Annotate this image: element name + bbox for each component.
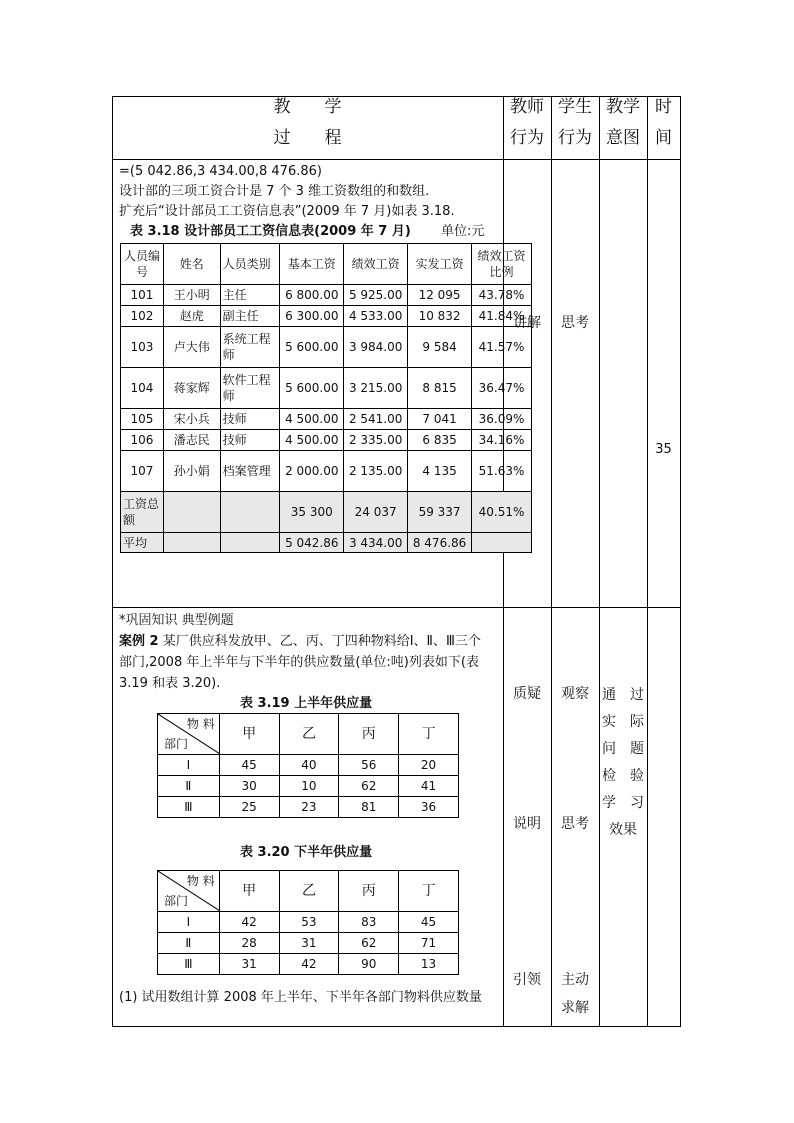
table-cell: 潘志民	[163, 430, 220, 451]
table-cell: 31	[279, 933, 339, 954]
table-cell	[220, 533, 280, 553]
table-cell: 副主任	[220, 306, 280, 327]
department-cell: Ⅱ	[158, 776, 220, 797]
table-cell: 28	[219, 933, 279, 954]
intent-line: 检 验	[602, 768, 644, 784]
header-intent-2: 意图	[606, 128, 640, 148]
table-cell: 36	[399, 797, 459, 818]
table-cell: 12 095	[408, 285, 472, 306]
department-cell: Ⅰ	[158, 755, 220, 776]
table-cell: 5 600.00	[280, 327, 344, 368]
table-cell: 6 300.00	[280, 306, 344, 327]
department-cell: Ⅰ	[158, 912, 220, 933]
table-cell: 83	[339, 912, 399, 933]
case-line-1: 案例 2 某厂供应科发放甲、乙、丙、丁四种物料给Ⅰ、Ⅱ、Ⅲ三个	[119, 634, 481, 649]
table-cell: 35 300	[280, 492, 344, 533]
header-student-2: 行为	[558, 128, 592, 148]
table-cell: 42	[279, 954, 339, 975]
table-row	[121, 451, 532, 492]
table-cell: 孙小娟	[163, 451, 220, 492]
corner-bottom-label: 部门	[164, 894, 189, 908]
header-teacher-1: 教师	[510, 97, 544, 117]
table-cell: 6 835	[408, 430, 472, 451]
table-cell: 人员类别	[220, 244, 280, 285]
teacher-action-guide: 引领	[513, 972, 541, 988]
department-cell: Ⅲ	[158, 797, 220, 818]
paragraph-line: 扩充后“设计部员工工资信息表”(2009 年 7 月)如表 3.18.	[119, 204, 455, 219]
table-cell: 51.63%	[472, 451, 532, 492]
table-cell: 10 832	[408, 306, 472, 327]
corner-top-label: 物 料	[186, 874, 215, 888]
table-cell: 104	[121, 368, 164, 409]
table-cell: 103	[121, 327, 164, 368]
table-cell: 102	[121, 306, 164, 327]
table-cell: 62	[339, 933, 399, 954]
table-row	[121, 492, 532, 533]
student-action-solve: 求解	[561, 1000, 589, 1016]
table-cell: 技师	[220, 409, 280, 430]
header-process-2: 过 程	[273, 128, 342, 148]
department-cell: Ⅲ	[158, 954, 220, 975]
table-cell: 系统工程师	[220, 327, 280, 368]
student-action-think: 思考	[561, 315, 589, 331]
table-3-19-title: 表 3.19 上半年供应量	[240, 696, 373, 711]
table-header-row	[158, 714, 459, 755]
sum-vector-line: =(5 042.86,3 434.00,8 476.86)	[119, 164, 322, 179]
corner-top-label: 物 料	[186, 717, 215, 731]
salary-table	[120, 243, 532, 553]
table-cell: 人员编号	[121, 244, 164, 285]
table-cell: 10	[279, 776, 339, 797]
table-cell: 3 434.00	[344, 533, 408, 553]
table-row	[158, 776, 459, 797]
table-cell: 基本工资	[280, 244, 344, 285]
table-row	[121, 368, 532, 409]
paragraph-line: 设计部的三项工资合计是 7 个 3 维工资数组的和数组.	[119, 184, 430, 199]
table-cell: 2 135.00	[344, 451, 408, 492]
table-cell: 2 541.00	[344, 409, 408, 430]
table-cell: 107	[121, 451, 164, 492]
table-cell: 40.51%	[472, 492, 532, 533]
table-cell: 24 037	[344, 492, 408, 533]
table-cell	[163, 492, 220, 533]
material-header: 乙	[279, 871, 339, 912]
teacher-action-explain: 讲解	[513, 315, 541, 331]
table-cell: 主任	[220, 285, 280, 306]
table-cell: 档案管理	[220, 451, 280, 492]
material-header: 乙	[279, 714, 339, 755]
table-cell: 4 135	[408, 451, 472, 492]
table-cell: 3 215.00	[344, 368, 408, 409]
intent-line: 学 习	[602, 795, 644, 811]
header-time-1: 时	[655, 97, 672, 117]
student-action-active: 主动	[561, 972, 589, 988]
table-cell: 53	[279, 912, 339, 933]
table-cell: 5 600.00	[280, 368, 344, 409]
material-header: 甲	[219, 714, 279, 755]
table-cell: 5 042.86	[280, 533, 344, 553]
table-row	[158, 912, 459, 933]
table-row	[158, 954, 459, 975]
table-cell: 40	[279, 755, 339, 776]
header-student-1: 学生	[558, 97, 592, 117]
material-header: 丙	[339, 714, 399, 755]
table-cell: 20	[399, 755, 459, 776]
table-cell: 13	[399, 954, 459, 975]
table-cell: 8 476.86	[408, 533, 472, 553]
table-cell: 45	[219, 755, 279, 776]
teacher-action-explain: 说明	[513, 816, 541, 832]
corner-cell	[158, 714, 220, 755]
material-header: 丁	[399, 871, 459, 912]
table-3-18-title: 表 3.18 设计部员工工资信息表(2009 年 7 月)	[130, 224, 411, 239]
table-cell: 42	[219, 912, 279, 933]
table-cell: 4 533.00	[344, 306, 408, 327]
intent-line: 实 际	[602, 714, 644, 730]
table-cell: 36.09%	[472, 409, 532, 430]
table-cell: 赵虎	[163, 306, 220, 327]
table-cell: 卢大伟	[163, 327, 220, 368]
table-cell: 4 500.00	[280, 409, 344, 430]
intent-line: 通 过	[602, 687, 644, 703]
table-3-18-unit: 单位:元	[441, 224, 485, 239]
table-cell: 36.47%	[472, 368, 532, 409]
table-cell: 8 815	[408, 368, 472, 409]
intent-line: 效果	[609, 822, 637, 838]
table-row	[158, 755, 459, 776]
table-cell: 30	[219, 776, 279, 797]
table-cell	[163, 533, 220, 553]
supply-table-first-half	[157, 713, 459, 818]
corner-bottom-label: 部门	[164, 737, 189, 751]
header-process-1: 教 学	[273, 97, 342, 117]
table-row	[121, 306, 532, 327]
table-cell: 45	[399, 912, 459, 933]
header-teacher-2: 行为	[510, 128, 544, 148]
table-cell: 宋小兵	[163, 409, 220, 430]
table-cell: 工资总额	[121, 492, 164, 533]
question-1: (1) 试用数组计算 2008 年上半年、下半年各部门物料供应数量	[119, 990, 482, 1005]
table-cell: 41.57%	[472, 327, 532, 368]
department-cell: Ⅱ	[158, 933, 220, 954]
case-line-2: 部门,2008 年上半年与下半年的供应数量(单位:吨)列表如下(表	[119, 655, 479, 670]
supply-table-second-half	[157, 870, 459, 975]
material-header: 丁	[399, 714, 459, 755]
table-cell: 56	[339, 755, 399, 776]
table-cell: 41.84%	[472, 306, 532, 327]
table-cell: 9 584	[408, 327, 472, 368]
table-cell: 81	[339, 797, 399, 818]
table-cell	[220, 492, 280, 533]
teacher-action-question: 质疑	[513, 686, 541, 702]
table-3-20-title: 表 3.20 下半年供应量	[240, 845, 373, 860]
table-row	[121, 327, 532, 368]
student-action-observe: 观察	[561, 686, 589, 702]
table-cell: 3 984.00	[344, 327, 408, 368]
table-cell: 101	[121, 285, 164, 306]
table-row	[121, 285, 532, 306]
section-intro: *巩固知识 典型例题	[119, 613, 234, 628]
table-cell: 43.78%	[472, 285, 532, 306]
table-cell: 2 000.00	[280, 451, 344, 492]
intent-line: 问 题	[602, 741, 644, 757]
material-header: 丙	[339, 871, 399, 912]
table-cell: 41	[399, 776, 459, 797]
header-time-2: 间	[655, 128, 672, 148]
material-header: 甲	[219, 871, 279, 912]
table-cell: 25	[219, 797, 279, 818]
table-header-row	[158, 871, 459, 912]
table-cell: 7 041	[408, 409, 472, 430]
table-cell: 59 337	[408, 492, 472, 533]
table-row	[121, 244, 532, 285]
table-cell: 6 800.00	[280, 285, 344, 306]
table-cell: 绩效工资	[344, 244, 408, 285]
table-cell: 2 335.00	[344, 430, 408, 451]
table-cell: 90	[339, 954, 399, 975]
header-intent-1: 教学	[606, 97, 640, 117]
table-cell: 31	[219, 954, 279, 975]
table-cell	[472, 533, 532, 553]
table-cell: 姓名	[163, 244, 220, 285]
corner-cell	[158, 871, 220, 912]
table-cell: 34.16%	[472, 430, 532, 451]
student-action-think: 思考	[561, 816, 589, 832]
case-line-3: 3.19 和表 3.20).	[119, 676, 221, 691]
table-cell: 5 925.00	[344, 285, 408, 306]
table-cell: 23	[279, 797, 339, 818]
table-cell: 技师	[220, 430, 280, 451]
time-minutes: 35	[655, 442, 672, 457]
table-cell: 王小明	[163, 285, 220, 306]
table-row	[158, 797, 459, 818]
table-row	[121, 533, 532, 553]
table-cell: 软件工程师	[220, 368, 280, 409]
table-cell: 4 500.00	[280, 430, 344, 451]
table-cell: 106	[121, 430, 164, 451]
table-cell: 62	[339, 776, 399, 797]
table-cell: 105	[121, 409, 164, 430]
table-cell: 实发工资	[408, 244, 472, 285]
table-row	[121, 409, 532, 430]
case-label: 案例 2	[119, 634, 159, 649]
table-row	[158, 933, 459, 954]
table-cell: 平均	[121, 533, 164, 553]
table-cell: 71	[399, 933, 459, 954]
table-row	[121, 430, 532, 451]
table-cell: 蒋家辉	[163, 368, 220, 409]
table-cell: 绩效工资比例	[472, 244, 532, 285]
